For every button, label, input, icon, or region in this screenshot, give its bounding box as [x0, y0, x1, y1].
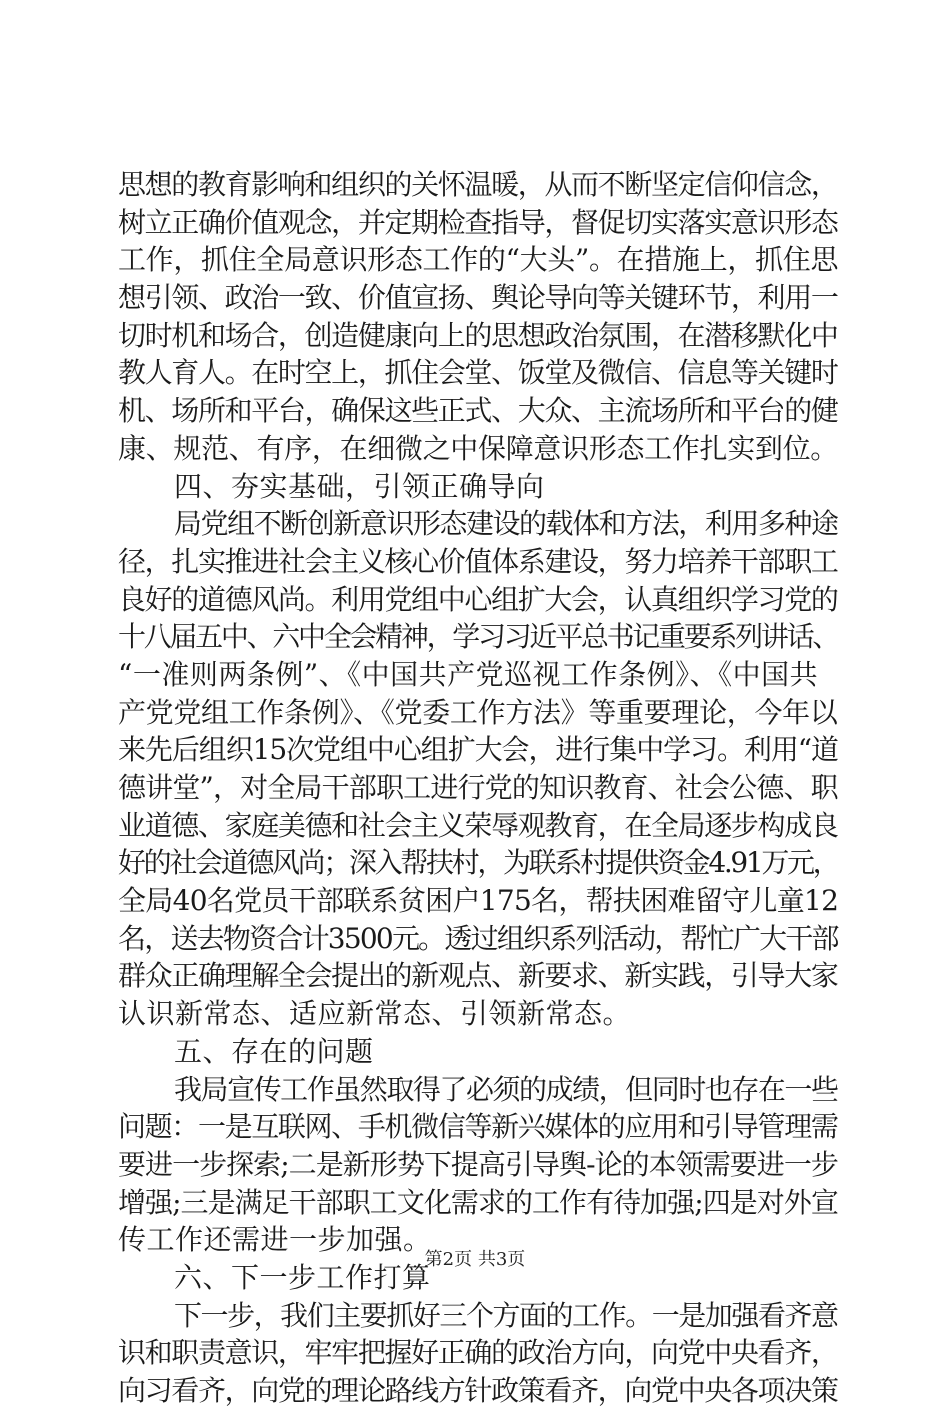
text-line: 思想的教育影响和组织的关怀温暖，从而不断坚定信仰信念，: [118, 168, 838, 201]
text-line: 树立正确价值观念，并定期检查指导，督促切实落实意识形态: [118, 205, 838, 239]
text-line: 群众正确理解全会提出的新观点、新要求、新实践，引导大家: [118, 959, 838, 993]
text-line: 四、夯实基础，引领正确导向: [174, 469, 545, 503]
text-line: 良好的道德风尚。利用党组中心组扩大会，认真组织学习党的: [118, 582, 838, 616]
text-line: “一准则两条例”、《中国共产党巡视工作条例》、《中国共: [118, 657, 819, 691]
text-line: 业道德、家庭美德和社会主义荣辱观教育，在全局逐步构成良: [118, 808, 838, 842]
text-line: 五、存在的问题: [174, 1034, 374, 1068]
text-line: 认识新常态、适应新常态、引领新常态。: [118, 997, 632, 1031]
text-line: 教人育人。在时空上，抓住会堂、饭堂及微信、信息等关键时: [118, 356, 838, 390]
text-line: 工作，抓住全局意识形态工作的“大头”。在措施上，抓住思: [118, 243, 839, 277]
text-line: 下一步，我们主要抓好三个方面的工作。一是加强看齐意: [174, 1298, 838, 1332]
text-line: 问题：一是互联网、手机微信等新兴媒体的应用和引导管理需: [118, 1110, 838, 1144]
text-line: 名，送去物资合计3500元。透过组织系列活动，帮忙广大干部: [118, 921, 838, 955]
text-line: 全局40名党员干部联系贫困户175名，帮扶困难留守儿童12: [118, 884, 839, 918]
text-line: 机、场所和平台，确保这些正式、大众、主流场所和平台的健: [118, 394, 838, 428]
text-line: 向习看齐，向党的理论路线方针政策看齐，向党中央各项决策: [118, 1374, 838, 1407]
text-line: 产党党组工作条例》、《党委工作方法》等重要理论，今年以: [118, 695, 838, 729]
text-line: 传工作还需进一步加强。: [118, 1223, 432, 1257]
text-line: 来先后组织15次党组中心组扩大会，进行集中学习。利用“道: [118, 733, 838, 767]
text-line: 我局宣传工作虽然取得了必须的成绩，但同时也存在一些: [174, 1072, 838, 1106]
text-line: 六、下一步工作打算: [174, 1260, 431, 1294]
page-footer: 第2页 共3页: [424, 1249, 526, 1270]
text-line: 想引领、政治一致、价值宣扬、舆论导向等关键环节，利用一: [118, 281, 838, 315]
text-line: 十八届五中、六中全会精神，学习习近平总书记重要系列讲话、: [118, 620, 839, 654]
text-line: 要进一步探索;二是新形势下提高引导舆-论的本领需要进一步: [118, 1147, 838, 1181]
text-line: 识和职责意识，牢牢把握好正确的政治方向，向党中央看齐，: [118, 1336, 838, 1370]
text-line: 康、规范、有序，在细微之中保障意识形态工作扎实到位。: [118, 431, 839, 465]
text-line: 局党组不断创新意识形态建设的载体和方法，利用多种途: [174, 507, 838, 541]
text-line: 径，扎实推进社会主义核心价值体系建设，努力培养干部职工: [118, 544, 838, 578]
text-line: 好的社会道德风尚；深入帮扶村，为联系村提供资金4.91万元，: [118, 846, 839, 880]
text-line: 增强;三是满足干部职工文化需求的工作有待加强;四是对外宣: [118, 1185, 838, 1219]
text-line: 切时机和场合，创造健康向上的思想政治氛围，在潜移默化中: [118, 318, 838, 352]
text-line: 德讲堂”，对全局干部职工进行党的知识教育、社会公德、职: [118, 771, 838, 804]
document-body: [118, 166, 838, 1410]
